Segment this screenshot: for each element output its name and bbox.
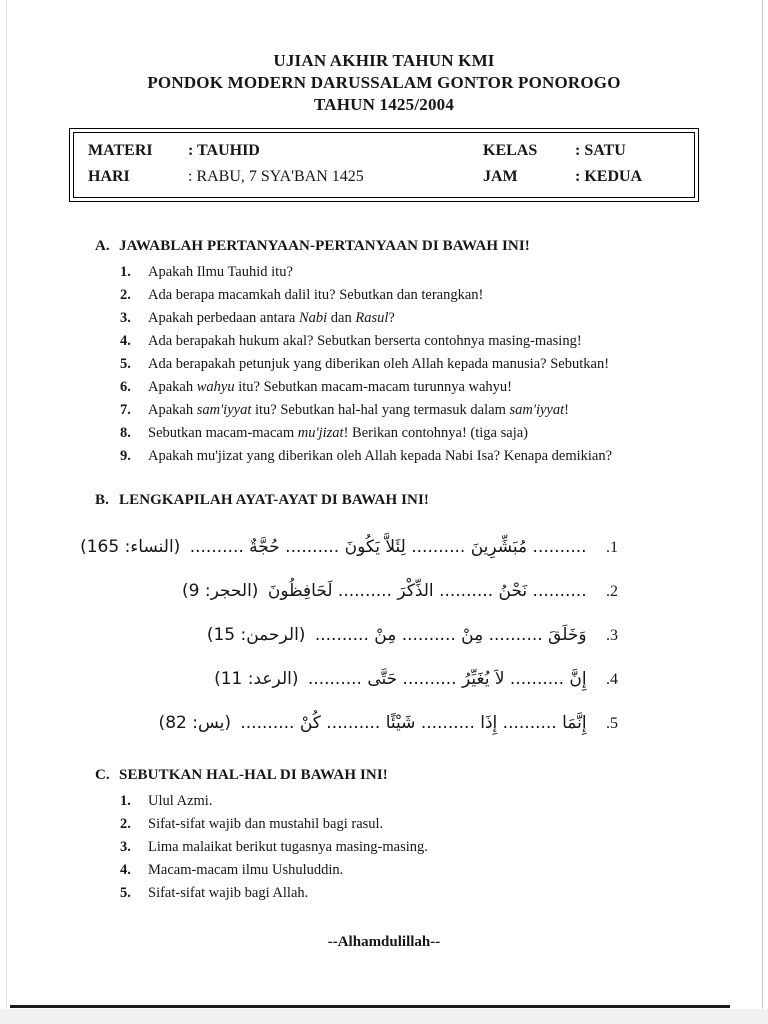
ayat-item	[135, 657, 618, 701]
ayat-item	[80, 525, 618, 569]
question-number: 6.	[120, 379, 131, 396]
question-number: 1.	[120, 264, 131, 281]
question-text: Ada berapa macamkah dalil itu? Sebutkan dan terangkan!	[148, 287, 484, 304]
question-text: Apakah perbedaan antara Nabi dan Rasul?	[148, 310, 395, 327]
ayat-item	[135, 701, 618, 745]
question-text: Apakah wahyu itu? Sebutkan macam-macam turunnya wahyu!	[148, 379, 512, 396]
ayat-number: 1.	[606, 538, 618, 556]
question-item	[120, 265, 698, 280]
list-item	[120, 863, 698, 878]
section-c	[95, 767, 698, 901]
question-item	[120, 357, 698, 372]
hari-value: : RABU, 7 SYA'BAN 1425	[188, 168, 364, 186]
list-item-text: Ulul Azmi.	[148, 792, 213, 809]
header-title-line2: PONDOK MODERN DARUSSALAM GONTOR PONOROGO	[147, 73, 621, 93]
footer-text: --Alhamdulillah--	[327, 934, 441, 951]
question-number: 9.	[120, 448, 131, 465]
hari-label: HARI	[88, 168, 130, 186]
header-title-line1: UJIAN AKHIR TAHUN KMI	[273, 51, 495, 70]
section-c-title	[95, 767, 698, 784]
question-text: Apakah Ilmu Tauhid itu?	[148, 264, 293, 281]
question-number: 4.	[120, 333, 131, 350]
list-item-text: Macam-macam ilmu Ushuluddin.	[148, 861, 344, 878]
list-item-text: Sifat-sifat wajib dan mustahil bagi rasul.	[148, 815, 384, 832]
section-a-heading: JAWABLAH PERTANYAAN-PERTANYAAN DI BAWAH INI!	[119, 238, 530, 255]
ayat-reference: (الرعد: 11)	[214, 668, 299, 689]
ayat-reference: (النساء: 165)	[80, 536, 181, 557]
list-item	[120, 840, 698, 855]
ayat-number: 5.	[606, 714, 618, 732]
question-item	[120, 311, 698, 326]
ayat-item	[135, 613, 618, 657]
scan-edge-right	[762, 0, 763, 1010]
scan-bottom-area	[0, 1009, 768, 1024]
question-item	[120, 449, 698, 464]
section-a-title	[95, 238, 698, 255]
list-item-text: Sifat-sifat wajib bagi Allah.	[148, 884, 309, 901]
info-row-materi-kelas	[74, 138, 694, 164]
section-c-heading: SEBUTKAN HAL-HAL DI BAWAH INI!	[119, 766, 388, 783]
jam-label: JAM	[483, 168, 518, 186]
ayat-reference: (الرحمن: 15)	[206, 624, 306, 645]
question-number: 5.	[120, 356, 131, 373]
question-item	[120, 403, 698, 418]
ayat-text: إِنَّمَا .......... إِذَا .......... شَيْئًا .......... كُنْ ..........	[240, 712, 587, 733]
section-a-list	[120, 265, 698, 464]
ayat-reference: (يس: 82)	[158, 712, 231, 733]
question-text: Apakah sam'iyyat itu? Sebutkan hal-hal yang termasuk dalam sam'iyyat!	[148, 402, 569, 419]
materi-label: MATERI	[88, 142, 153, 160]
question-item	[120, 426, 698, 441]
info-row-hari-jam	[74, 164, 694, 190]
list-item-text: Lima malaikat berikut tugasnya masing-masing.	[148, 838, 428, 855]
list-item	[120, 886, 698, 901]
kelas-value: : SATU	[575, 142, 626, 160]
scan-edge-left	[6, 0, 7, 1010]
ayat-text: إِنَّ .......... لاَ يُغَيِّرُ .......... حَتَّى ..........	[307, 668, 587, 689]
section-b-letter: B.	[95, 491, 109, 508]
jam-value: : KEDUA	[575, 168, 643, 186]
question-number: 3.	[120, 310, 131, 327]
list-item	[120, 794, 698, 809]
question-item	[120, 380, 698, 395]
section-b-heading: LENGKAPILAH AYAT-AYAT DI BAWAH INI!	[119, 491, 429, 508]
ayat-text: .......... نَحْنُ .......... الذِّكْرَ .......... لَحَافِظُونَ	[267, 580, 587, 601]
question-item	[120, 288, 698, 303]
header-title-line3: TAHUN 1425/2004	[313, 95, 455, 115]
kelas-label: KELAS	[483, 142, 538, 160]
list-item-number: 4.	[120, 861, 131, 878]
ayat-reference: (الحجر: 9)	[181, 580, 259, 601]
exam-info-box	[69, 128, 699, 202]
question-number: 8.	[120, 425, 131, 442]
document-header	[0, 0, 768, 116]
ayat-item	[135, 569, 618, 613]
materi-value: : TAUHID	[188, 142, 260, 160]
question-item	[120, 334, 698, 349]
ayat-text: وَخَلَقَ .......... مِنْ .......... مِنْ ..........	[314, 624, 587, 645]
ayat-number: 2.	[606, 582, 618, 600]
list-item-number: 5.	[120, 884, 131, 901]
ayat-number: 3.	[606, 626, 618, 644]
section-b-title	[95, 492, 698, 509]
section-c-letter: C.	[95, 766, 110, 783]
section-b-list	[80, 525, 618, 745]
ayat-text: .......... مُبَشِّرِينَ .......... لِئَلاَّ يَكُونَ .......... حُجَّةٌ ..........	[189, 536, 587, 557]
question-text: Ada berapakah hukum akal? Sebutkan berserta contohnya masing-masing!	[148, 333, 582, 350]
section-b	[80, 491, 698, 745]
list-item-number: 1.	[120, 792, 131, 809]
question-number: 2.	[120, 287, 131, 304]
list-item-number: 3.	[120, 838, 131, 855]
scan-bottom-line	[10, 1005, 730, 1008]
section-c-list	[120, 794, 698, 901]
section-a	[95, 238, 698, 464]
list-item	[120, 817, 698, 832]
question-number: 7.	[120, 402, 131, 419]
question-text: Ada berapakah petunjuk yang diberikan oleh Allah kepada manusia? Sebutkan!	[148, 356, 610, 373]
question-text: Sebutkan macam-macam mu'jizat! Berikan contohnya! (tiga saja)	[148, 425, 528, 442]
section-a-letter: A.	[95, 238, 110, 255]
ayat-number: 4.	[606, 670, 618, 688]
exam-info-box-inner	[73, 132, 695, 198]
list-item-number: 2.	[120, 815, 131, 832]
question-text: Apakah mu'jizat yang diberikan oleh Allah kepada Nabi Isa? Kenapa demikian?	[148, 448, 613, 465]
